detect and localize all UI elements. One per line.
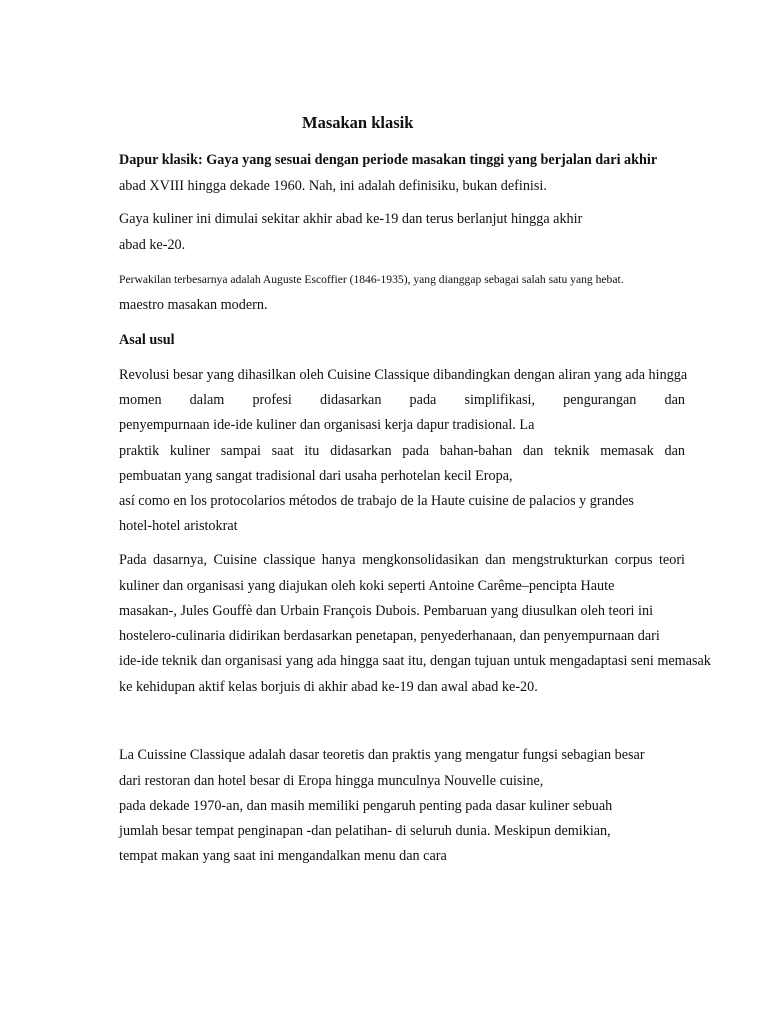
definition-line-2: abad XVIII hingga dekade 1960. Nah, ini adalah definisiku, bukan definisi. <box>119 178 547 194</box>
paragraph-line: praktik kuliner sampai saat itu didasarkan pada bahan-bahan dan teknik memasak dan <box>119 443 685 459</box>
paragraph-line: tempat makan yang saat ini mengandalkan menu dan cara <box>119 848 447 864</box>
paragraph-line: hostelero-culinaria didirikan berdasarkan penetapan, penyederhanaan, dan penyempurnaan dari <box>119 628 660 644</box>
paragraph-line: penyempurnaan ide-ide kuliner dan organisasi kerja dapur tradisional. La <box>119 417 535 433</box>
paragraph-line: kuliner dan organisasi yang diajukan oleh koki seperti Antoine Carême–pencipta Haute <box>119 578 615 594</box>
paragraph-line: Pada dasarnya, Cuisine classique hanya mengkonsolidasikan dan mengstrukturkan corpus teori <box>119 552 685 568</box>
paragraph-line: jumlah besar tempat penginapan -dan pelatihan- di seluruh dunia. Meskipun demikian, <box>119 823 611 839</box>
representative-line-1: Perwakilan terbesarnya adalah Auguste Escoffier (1846-1935), yang dianggap sebagai salah satu yang hebat. <box>119 273 624 286</box>
section-heading-origin: Asal usul <box>119 332 175 348</box>
paragraph-line: ke kehidupan aktif kelas borjuis di akhir abad ke-19 dan awal abad ke-20. <box>119 679 538 695</box>
paragraph-line: masakan-, Jules Gouffè dan Urbain François Dubois. Pembaruan yang diusulkan oleh teori ini <box>119 603 654 619</box>
paragraph-line: pada dekade 1970-an, dan masih memiliki pengaruh penting pada dasar kuliner sebuah <box>119 798 613 814</box>
paragraph-line: momen dalam profesi didasarkan pada simplifikasi, pengurangan dan <box>119 392 685 408</box>
paragraph-line: ide-ide teknik dan organisasi yang ada hingga saat itu, dengan tujuan untuk mengadaptasi seni memasak <box>119 653 711 669</box>
paragraph-line: pembuatan yang sangat tradisional dari usaha perhotelan kecil Eropa, <box>119 468 513 484</box>
page-title: Masakan klasik <box>302 113 414 132</box>
paragraph-line: así como en los protocolarios métodos de trabajo de la Haute cuisine de palacios y grandes <box>119 493 634 509</box>
definition-line-1: Dapur klasik: Gaya yang sesuai dengan periode masakan tinggi yang berjalan dari akhir <box>119 152 658 168</box>
paragraph-line: hotel-hotel aristokrat <box>119 518 238 534</box>
style-line-2: abad ke-20. <box>119 237 186 253</box>
paragraph-line: La Cuissine Classique adalah dasar teoretis dan praktis yang mengatur fungsi sebagian besar <box>119 747 645 763</box>
paragraph-line: Revolusi besar yang dihasilkan oleh Cuisine Classique dibandingkan dengan aliran yang ada hingga <box>119 367 688 383</box>
style-line-1: Gaya kuliner ini dimulai sekitar akhir abad ke-19 dan terus berlanjut hingga akhir <box>119 211 583 227</box>
representative-line-2: maestro masakan modern. <box>119 297 268 313</box>
paragraph-line: dari restoran dan hotel besar di Eropa hingga munculnya Nouvelle cuisine, <box>119 773 544 789</box>
